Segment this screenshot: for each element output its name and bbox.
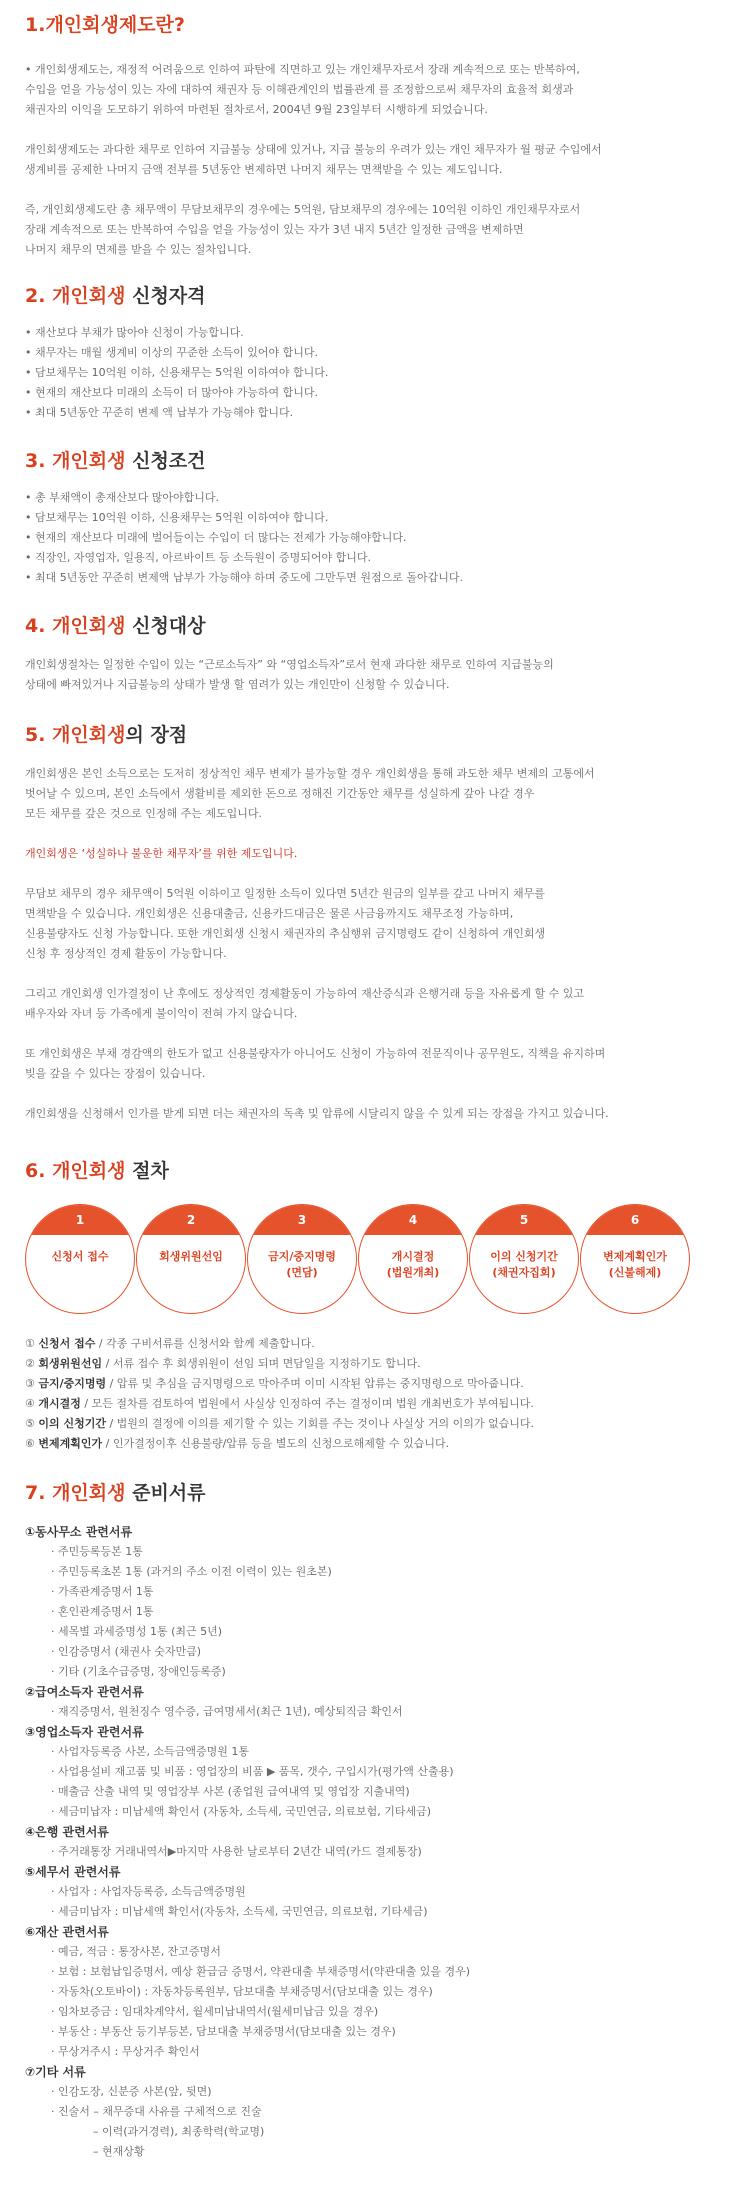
section-title: 3. 개인회생 신청조건 [25, 450, 206, 472]
section-advantages [25, 722, 725, 1124]
section-intro [25, 12, 725, 260]
section-title: 5. 개인회생의 장점 [25, 724, 188, 746]
section-procedure [25, 1158, 725, 1454]
text-line: 개인회생을 신청해서 인가를 받게 되면 더는 채권자의 독촉 및 압류에 시달리지 않을 수 있게 되는 장점을 가지고 있습니다. [25, 1107, 609, 1120]
section-documents [25, 1480, 725, 2162]
list-item: • 현재의 재산보다 미래에 벌어들이는 수입이 더 많다는 전제가 가능해야합니다. [25, 531, 407, 544]
step-number: 1 [26, 1205, 134, 1235]
step-circle [247, 1204, 357, 1314]
step-label: 금지/중지명령 (면담) [268, 1250, 336, 1279]
step-label: 변제계획인가 (신불해제) [603, 1250, 667, 1279]
document-item: · 무상거주시 : 무상거주 확인서 [51, 2045, 200, 2058]
list-item: • 담보채무는 10억원 이하, 신용채무는 5억원 이하여야 합니다. [25, 511, 329, 524]
text-line: 나머지 채무의 면제를 받을 수 있는 절차입니다. [25, 243, 252, 256]
text-line: 장래 계속적으로 또는 반복하여 수입을 얻을 가능성이 있는 자가 3년 내지 5년간 일정한 금액을 변제하면 [25, 223, 524, 236]
step-circle [469, 1204, 579, 1314]
step-circle [136, 1204, 246, 1314]
document-item: – 현재상황 [93, 2145, 145, 2158]
intro-para-2 [25, 140, 725, 180]
text-line: 그리고 개인회생 인가결정이 난 후에도 정상적인 경제활동이 가능하여 재산증식과 은행거래 등을 자유롭게 할 수 있고 [25, 987, 584, 1000]
document-list [25, 1522, 725, 2162]
text-line: • 개인회생제도는, 재정적 어려움으로 인하여 파탄에 직면하고 있는 개인채무자로서 장래 계속적으로 또는 반복하여, [25, 63, 580, 76]
list-item: • 최대 5년동안 꾸준히 변제액 납부가 가능해야 하며 중도에 그만두면 원점으로 돌아갑니다. [25, 571, 463, 584]
text-line: 또 개인회생은 부채 경감액의 한도가 없고 신용불량자가 아니어도 신청이 가능하여 전문직이나 공무원도, 직책을 유지하며 [25, 1047, 606, 1060]
document-item: · 보험 : 보험납입증명서, 예상 환급금 증명서, 약관대출 부채증명서(약관대출 있을 경우) [51, 1965, 471, 1978]
text-line: 생계비를 공제한 나머지 금액 전부를 5년동안 변제하면 나머지 채무는 면책받을 수 있는 제도입니다. [25, 163, 503, 176]
text-line: 수입을 얻을 가능성이 있는 자에 대하여 채권자 등 이해관계인의 법률관계 를 조정함으로써 채무자의 효율적 회생과 [25, 83, 574, 96]
text-line: 신청 후 정상적인 경제 활동이 가능합니다. [25, 947, 227, 960]
text-line: 모든 채무를 갚은 것으로 인정해 주는 제도입니다. [25, 807, 262, 820]
text-line: 개인회생제도는 과다한 채무로 인하여 지급불능 상태에 있거나, 지급 불능의 우려가 있는 개인 채무자가 월 평균 수입에서 [25, 143, 602, 156]
section-title: 1.개인회생제도란? [25, 14, 185, 36]
list-item: • 담보채무는 10억원 이하, 신용채무는 5억원 이하여야 합니다. [25, 366, 329, 379]
document-item: · 혼인관계증명서 1통 [51, 1605, 154, 1618]
text-line: 면책받을 수 있습니다. 개인회생은 신용대출금, 신용카드대금은 물론 사금융까지도 채무조정 가능하며, [25, 907, 514, 920]
document-item: · 인감도장, 신분증 사본(앞, 뒷면) [51, 2085, 212, 2098]
document-item: · 재직증명서, 원천징수 영수증, 급여명세서(최근 1년), 예상퇴직금 확인서 [51, 1705, 403, 1718]
document-item: · 부동산 : 부동산 등기부등본, 담보대출 부채증명서(담보대출 있는 경우) [51, 2025, 396, 2038]
text-line: 개인회생은 본인 소득으로는 도저히 정상적인 채무 변제가 불가능할 경우 개인회생을 통해 과도한 채무 변제의 고통에서 [25, 767, 595, 780]
document-item: · 인감증명서 (채권사 숫자만큼) [51, 1645, 202, 1658]
section-title: 2. 개인회생 신청자격 [25, 285, 206, 307]
text-line: 즉, 개인회생제도란 총 채무액이 무담보채무의 경우에는 5억원, 담보채무의 경우에는 10억원 이하인 개인채무자로서 [25, 203, 581, 216]
document-category: ⑥재산 관련서류 [25, 1925, 109, 1939]
document-category: ⑤세무서 관련서류 [25, 1865, 121, 1879]
text-line: 신용불량자도 신청 가능합니다. 또한 개인회생 신청시 채권자의 추심행위 금지명령도 같이 신청하여 개인회생 [25, 927, 546, 940]
step-number: 3 [248, 1205, 356, 1235]
document-item: · 사업자 : 사업자등록증, 소득금액증명원 [51, 1885, 246, 1898]
document-category: ④은행 관련서류 [25, 1825, 109, 1839]
document-item: · 자동차(오토바이) : 자동차등록원부, 담보대출 부채증명서(담보대출 있는 경우) [51, 1985, 433, 1998]
document-item: – 이력(과거경력), 최종학력(학교명) [93, 2125, 265, 2138]
procedure-desc: ③ 금지/중지명령 / 압류 및 추심을 금지명령으로 막아주며 이미 시작된 압류는 중지명령으로 막아줍니다. [25, 1377, 524, 1390]
procedure-desc: ⑥ 변제계획인가 / 인가결정이후 신용불량/압류 등을 별도의 신청으로해제할 수 있습니다. [25, 1437, 450, 1450]
document-item: · 예금, 적금 : 통장사본, 잔고증명서 [51, 1945, 221, 1958]
list-item: • 채무자는 매월 생계비 이상의 꾸준한 소득이 있어야 합니다. [25, 346, 318, 359]
list-item: • 현재의 재산보다 미래의 소득이 더 많아야 가능하여 합니다. [25, 386, 318, 399]
document-item: · 임차보증금 : 임대차계약서, 월세미납내역서(월세미납금 있을 경우) [51, 2005, 379, 2018]
text-line: 개인회생절차는 일정한 수입이 있는 “근로소득자” 와 “영업소득자”로서 현재 과다한 채무로 인하여 지급불능의 [25, 658, 554, 671]
text-line: 배우자와 자녀 등 가족에게 불이익이 전혀 가지 않습니다. [25, 1007, 298, 1020]
procedure-steps [25, 1204, 725, 1314]
section-conditions [25, 448, 725, 588]
document-item: · 가족관계증명서 1통 [51, 1585, 154, 1598]
text-line: 채권자의 이익을 도모하기 위하여 마련된 절차로서, 2004년 9월 23일부터 시행하게 되었습니다. [25, 103, 488, 116]
highlight-text: 개인회생은 ‘성실하나 불운한 채무자’를 위한 제도입니다. [25, 847, 298, 860]
document-item: · 주거래통장 거래내역서▶마지막 사용한 날로부터 2년간 내역(카드 결제통장) [51, 1845, 422, 1858]
step-number: 6 [581, 1205, 689, 1235]
document-item: · 진술서 – 채무증대 사유를 구체적으로 진술 [51, 2105, 262, 2118]
document-item: · 주민등록초본 1통 (과거의 주소 이전 이력이 있는 원초본) [51, 1565, 332, 1578]
list-item: • 최대 5년동안 꾸준히 변제 액 납부가 가능해야 합니다. [25, 406, 294, 419]
document-item: · 세금미납자 : 미납세액 확인서 (자동차, 소득세, 국민연금, 의료보험, 기타세금) [51, 1805, 432, 1818]
section-eligibility [25, 283, 725, 423]
section-title: 4. 개인회생 신청대상 [25, 615, 206, 637]
step-number: 2 [137, 1205, 245, 1235]
procedure-desc: ② 회생위원선임 / 서류 접수 후 회생위원이 선임 되며 면담일을 지정하기도 합니다. [25, 1357, 421, 1370]
procedure-desc: ④ 개시결정 / 모든 절차를 검토하여 법원에서 사실상 인정하여 주는 결정이며 법원 개최번호가 부여됩니다. [25, 1397, 534, 1410]
document-item: · 세목별 과세증명성 1통 (최근 5년) [51, 1625, 223, 1638]
step-label: 신청서 접수 [51, 1250, 109, 1263]
step-number: 4 [359, 1205, 467, 1235]
list-item: • 재산보다 부채가 많아야 신청이 가능합니다. [25, 326, 244, 339]
step-circle [25, 1204, 135, 1314]
document-item: · 매출금 산출 내역 및 영업장부 사본 (종업원 급여내역 및 영업장 지출내역) [51, 1785, 410, 1798]
text-line: 상태에 빠져있거나 지급불능의 상태가 발생 할 염려가 있는 개인만이 신청할 수 있습니다. [25, 678, 450, 691]
list-item: • 총 부채액이 총재산보다 많아야합니다. [25, 491, 219, 504]
document-item: · 기타 (기초수급증명, 장애인등록증) [51, 1665, 226, 1678]
document-category: ②급여소득자 관련서류 [25, 1685, 144, 1699]
step-label: 개시결정 (법원개최) [386, 1250, 440, 1279]
document-category: ③영업소득자 관련서류 [25, 1725, 144, 1739]
step-label: 이의 신청기간 (채권자집회) [490, 1250, 558, 1279]
document-category: ⑦기타 서류 [25, 2065, 86, 2079]
text-line: 빚을 갚을 수 있다는 장점이 있습니다. [25, 1067, 206, 1080]
intro-para-1 [25, 60, 725, 120]
section-title: 6. 개인회생 절차 [25, 1160, 169, 1182]
section-target [25, 613, 725, 695]
list-item: • 직장인, 자영업자, 일용직, 아르바이트 등 소득원이 증명되어야 합니다. [25, 551, 371, 564]
section-title: 7. 개인회생 준비서류 [25, 1482, 206, 1504]
intro-para-3 [25, 200, 725, 260]
step-label: 회생위원선임 [159, 1250, 223, 1263]
procedure-desc: ① 신청서 접수 / 각종 구비서류를 신청서와 함께 제출합니다. [25, 1337, 315, 1350]
document-item: · 주민등록등본 1통 [51, 1545, 143, 1558]
step-circle [358, 1204, 468, 1314]
step-circle [580, 1204, 690, 1314]
document-category: ①동사무소 관련서류 [25, 1525, 133, 1539]
document-item: · 세금미납자 : 미납세액 확인서(자동차, 소득세, 국민연금, 의료보험, 기타세금) [51, 1905, 428, 1918]
text-line: 벗어날 수 있으며, 본인 소득에서 생활비를 제외한 돈으로 정해진 기간동안 채무를 성실하게 갚아 나갈 경우 [25, 787, 535, 800]
step-number: 5 [470, 1205, 578, 1235]
document-item: · 사업자등록증 사본, 소득금액증명원 1통 [51, 1745, 249, 1758]
procedure-desc: ⑤ 이의 신청기간 / 법원의 결정에 이의를 제기할 수 있는 기회를 주는 것이나 사실상 거의 이의가 없습니다. [25, 1417, 535, 1430]
text-line: 무담보 채무의 경우 채무액이 5억원 이하이고 일정한 소득이 있다면 5년간 원금의 일부를 갚고 나머지 채무를 [25, 887, 545, 900]
document-item: · 사업용설비 재고품 및 비품 : 영업장의 비품 ▶ 품목, 갯수, 구입시가(평가액 산출용) [51, 1765, 454, 1778]
